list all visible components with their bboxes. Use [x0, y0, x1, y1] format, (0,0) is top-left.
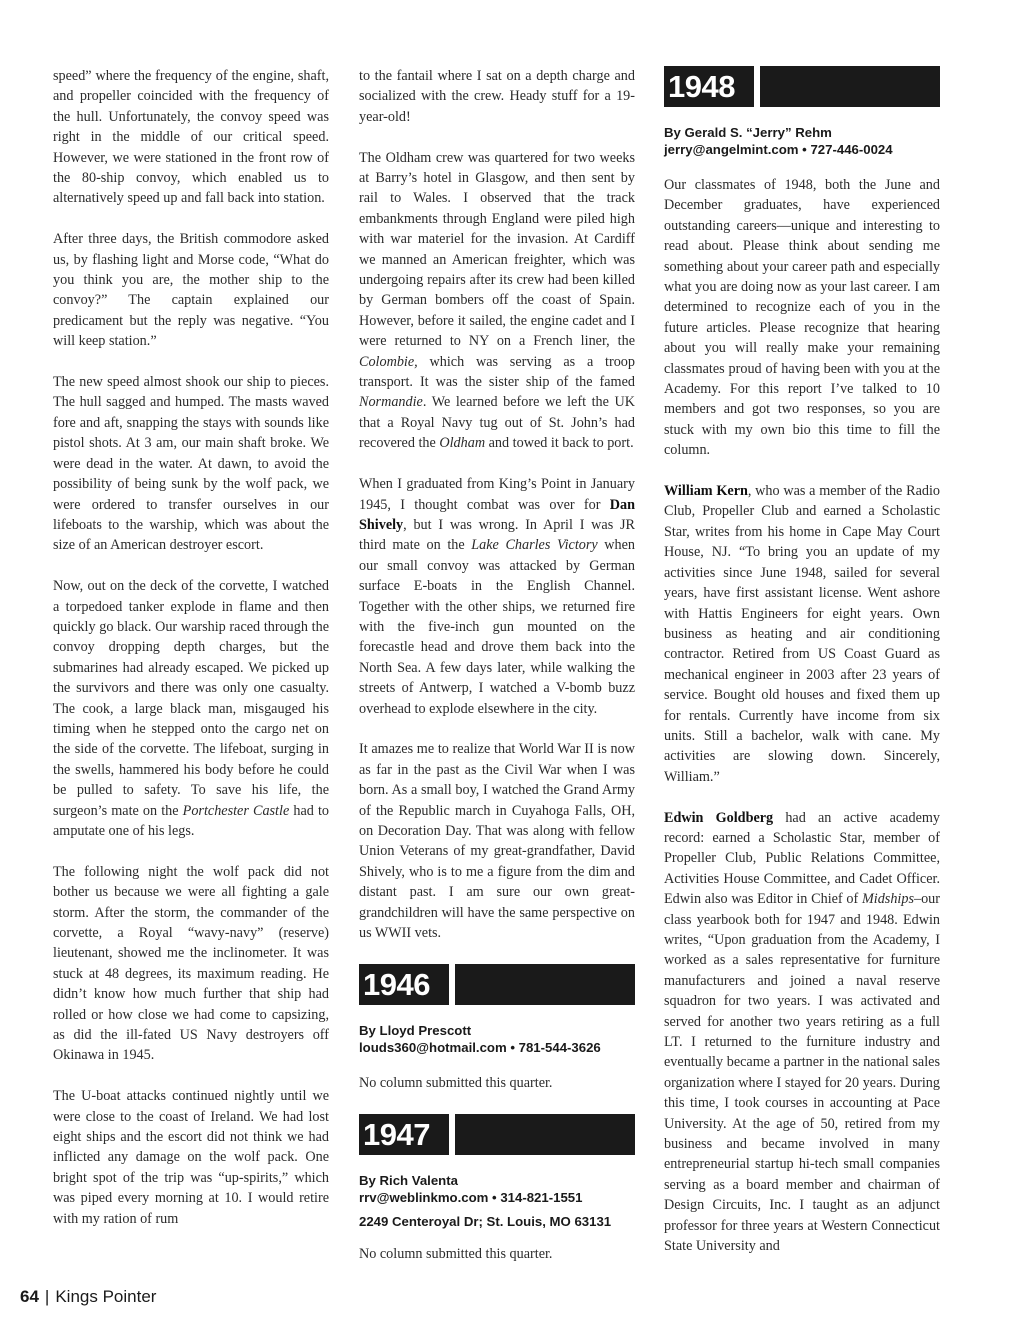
no-column-note: No column submitted this quarter. — [359, 1245, 553, 1262]
book-title: Midships — [861, 891, 914, 908]
byline-address: 2249 Centeroyal Dr; St. Louis, MO 63131 — [359, 1213, 612, 1229]
paragraph — [53, 576, 329, 841]
text-run: –our class yearbook both for 1947 and 1948. Edwin writes, “Upon graduation from the Academy, I worked as a sales representative for furniture manufacturers and joined a naval reserve squadron for two years. I was activated and served for another two years retiring as a full LT. I returned to the furniture industry and eventually became a partner in the national sales organization where I stayed for 20 years. During this time, I took courses in accounting at Pace University. At the age of 50, retired from my business and became involved in many entrepreneurial startup hi-tech small companies serving as a board member and chairman of Design Circuits, Inc. I taught as an adjunct professor for three years at Western Connecticut State University and — [664, 891, 940, 1255]
byline-author: By Rich Valenta — [359, 1172, 458, 1188]
text-run: had an active academy record: earned a Scholastic Star, member of Propeller Club, Public Relations Committee, Activities House Committee, and Cadet Officer. Edwin also was Editor in Chief of — [664, 809, 940, 908]
paragraph: After three days, the British commodore asked us, by flashing light and Morse code, “What do you think you are, the mother ship to the convoy?” The captain explained our predicament but the reply was negative. “You will keep station.” — [53, 231, 329, 350]
ship-name: Lake Charles Victory — [471, 537, 598, 554]
text-run: and towed it back to port. — [485, 435, 634, 452]
header-bar — [455, 1114, 635, 1155]
ship-name: Colombie, — [359, 353, 418, 370]
text-run: Now, out on the deck of the corvette, I watched a torpedoed tanker explode in flame and then quickly go black. Our warship raced through the convoy dropping depth charges, but the submarines had already escaped. We picked up the survivors and there was only one casualty. The cook, a large black man, misgauged his timing when he stepped onto the cargo net on the side of the corvette. The lifeboat, surging in the swells, hammered his body before he could be pulled to safety. To save his life, the surgeon’s mate on the — [53, 578, 329, 819]
paragraph — [359, 474, 635, 719]
article-column-3 — [664, 66, 940, 1257]
person-name: William Kern — [664, 483, 748, 500]
class-year-header-1946 — [359, 964, 635, 1005]
ship-name: Oldham — [439, 435, 486, 452]
article-column-2 — [359, 66, 635, 1264]
text-run: When I graduated from King’s Point in January 1945, I thought combat was over for — [359, 476, 635, 513]
publication-name: Kings Pointer — [55, 1287, 157, 1306]
footer-separator: | — [44, 1287, 50, 1306]
class-year-label: 1948 — [664, 66, 754, 107]
ship-name: Portchester Castle — [182, 802, 290, 819]
paragraph: Our classmates of 1948, both the June and December graduates, have experienced outstanding careers—unique and interesting to read about. Please think about sending me something about your career path and especially what you are doing now as your last career. I am determined to recognize each of you in the future articles. Please recognize that hearing about you will really make your remaining classmates proud of having been with you at the Academy. For this report I’ve talked to 10 members and got two responses, so you are stuck with my own bio this time to fill the column. — [664, 177, 940, 459]
paragraph: to the fantail where I sat on a depth charge and socialized with the crew. Heady stuff for a 19-year-old! — [359, 68, 635, 125]
article-column-1 — [53, 66, 329, 1229]
header-bar — [760, 66, 940, 107]
paragraph: The new speed almost shook our ship to pieces. The hull sagged and humped. The masts waved fore and aft, snapping the stays with sounds like pistol shots. At 3 am, our main shaft broke. We were dead in the water. At dawn, to avoid the possibility of being sunk by the wolf pack, we were ordered to transfer ourselves in our lifeboats to the warship, which was about the size of an American destroyer escort. — [53, 374, 329, 554]
text-run: which was serving as a troop transport. It was the sister ship of the famed — [359, 353, 635, 391]
class-year-header-1948 — [664, 66, 940, 107]
paragraph — [664, 481, 940, 787]
page-footer — [20, 1287, 156, 1307]
paragraph: The U-boat attacks continued nightly until we were close to the coast of Ireland. We had lost eight ships and the escort did not think we had inflicted any damage on the wolf pack. One bright spot of the trip was “up-spirits,” which was piped every morning at 10. I would retire with my ration of rum — [53, 1088, 329, 1227]
paragraph — [664, 808, 940, 1257]
byline-author: By Lloyd Prescott — [359, 1022, 472, 1038]
person-name: Dan Shively — [359, 496, 635, 533]
paragraph: It amazes me to realize that World War II is now as far in the past as the Civil War when I was born. As a small boy, I watched the Grand Army of the Republic march in Cuyahoga Falls, OH, on Decoration Day. That was along with fellow Union Veterans of my great-grandfather, David Shively, who is to me a figure from the dim and distant past. I am sure our own great-grandchildren will have the same perspective on us WWII vets. — [359, 741, 635, 942]
text-run: had to amputate one of his legs. — [53, 802, 329, 839]
paragraph — [359, 148, 635, 454]
page-number: 64 — [20, 1287, 39, 1306]
class-year-label: 1947 — [359, 1114, 449, 1155]
person-name: Edwin Goldberg — [664, 809, 774, 826]
byline-contact: louds360@hotmail.com • 781-544-3626 — [359, 1039, 601, 1055]
ship-name: Normandie — [359, 394, 423, 411]
byline-author: By Gerald S. “Jerry” Rehm — [664, 125, 832, 140]
byline-1948 — [664, 124, 940, 158]
byline-1946 — [359, 1022, 635, 1056]
no-column-note: No column submitted this quarter. — [359, 1074, 553, 1091]
text-run: . We learned before we left the UK that a Royal Navy tug out of St. John’s had recovered the — [359, 394, 635, 452]
text-run: , who was a member of the Radio Club, Propeller Club and earned a Scholastic Star, writes from his home in Cape May Court House, NJ. “To bring you an update of my activities since June 1948, sailed for several years, have first assistant license. Went ashore with Hattis Engineers for eight years. Own business as heating and air conditioning contractor. Retired from US Coast Guard as mechanical engineer in 2003 after 23 years of service. Bought old houses and fixed them up for rentals. Currently have income from six units. Still a bachelor, walk with cane. My activities are slowing down. Sincerely, William.” — [664, 483, 940, 785]
byline-contact: jerry@angelmint.com • 727-446-0024 — [664, 142, 893, 157]
header-bar — [455, 964, 635, 1005]
class-year-label: 1946 — [359, 964, 449, 1005]
byline-contact: rrv@weblinkmo.com • 314-821-1551 — [359, 1189, 583, 1205]
class-year-header-1947 — [359, 1114, 635, 1155]
text-run: , but I was wrong. In April I was JR third mate on the — [359, 516, 635, 554]
text-run: The Oldham crew was quartered for two weeks at Barry’s hotel in Glasgow, and then sent by rail to Wales. I observed that the track embankments through England were piled high with war materiel for the invasion. At Cardiff we manned an American freighter, which was undergoing repairs after its crew had been killed by German bombers off the coast of Spain. However, before it sailed, the engine cadet and I were returned to NY on a French liner, the — [359, 149, 635, 350]
text-run: when our small convoy was attacked by German surface E-boats in the English Channel. Together with the other ships, we returned fire with the five-inch gun mounted on the forecastle head and drove them back into the North Sea. A few days later, while walking the streets of Antwerp, I watched a V-bomb buzz overhead to explode elsewhere in the city. — [359, 537, 635, 717]
paragraph: speed” where the frequency of the engine, shaft, and propeller coincided with the frequency of the hull. Unfortunately, the convoy speed was right in the middle of our critical speed. However, we were stationed in the front row of the 80-ship convoy, which enabled us to alternatively speed up and fall back into station. — [53, 68, 329, 207]
paragraph: The following night the wolf pack did not bother us because we were all fighting a gale storm. After the storm, the commander of the corvette, a Royal “wavy-navy” (reserve) lieutenant, showed me the inclinometer. It was stuck at 48 degrees, its maximum reading. He didn’t know how much further that ship had rolled or how close we had come to capsizing, as did the ill-fated US Navy destroyers off Okinawa in 1945. — [53, 863, 329, 1064]
byline-1947 — [359, 1172, 635, 1230]
